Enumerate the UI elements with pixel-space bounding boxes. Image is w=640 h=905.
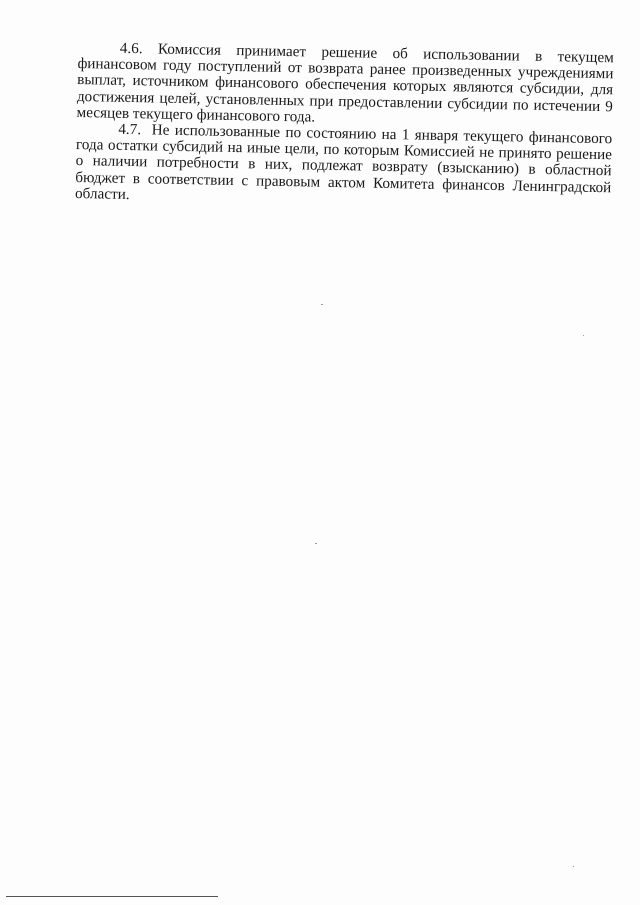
scan-speck: [321, 304, 323, 305]
paragraph-text: Комиссия принимает решение об использовании в текущем финансовом году поступлений от возврата ранее произведенных учреждениями выплат, источником финансового обеспечения которых являются субсидии, для достижения целей, установленных при предоставлении субсидии по истечении 9 месяцев текущего финансового года.: [76, 40, 614, 126]
paragraph-text: Не использованные по состоянию на 1 января текущего финансового года остатки субсидий на иные цели, по которым Комиссией не принято решение о наличии потребности в них, подлежат возврату (взысканию) в областной бюджет в соответствии с правовым актом Комитета финансов Ленинградской области.: [74, 121, 613, 203]
paragraph-4-7: [75, 121, 612, 212]
scan-speck: [583, 335, 584, 336]
scan-speck: [315, 543, 317, 544]
scan-speck: [573, 866, 574, 867]
paragraph-number: 4.6.: [119, 39, 143, 58]
paragraph-4-6: [76, 40, 613, 131]
document-body: [75, 40, 614, 212]
paragraph-number: 4.7.: [118, 120, 142, 139]
footer-rule: [6, 896, 218, 897]
